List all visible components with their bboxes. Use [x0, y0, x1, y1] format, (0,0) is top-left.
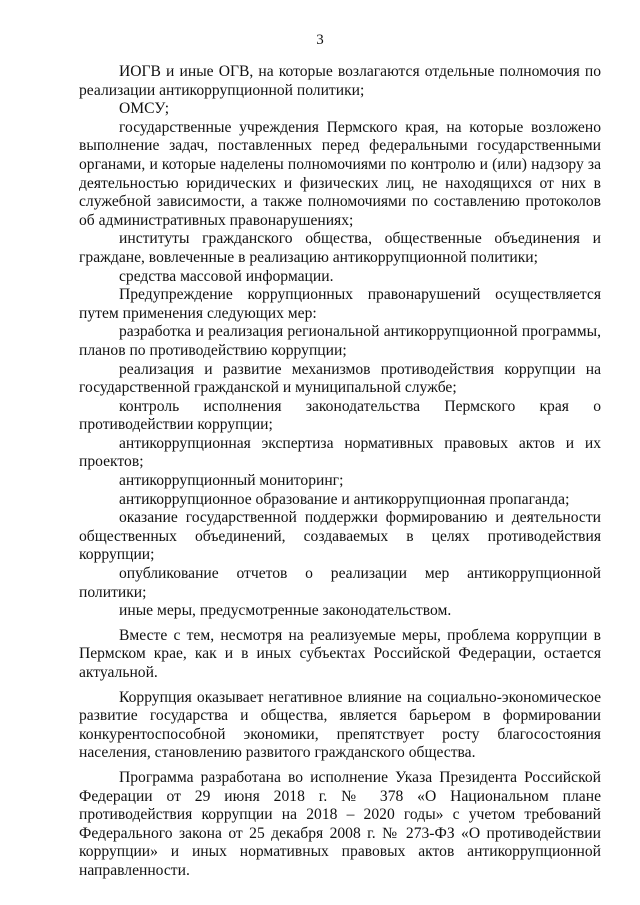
paragraph-measure-reports: опубликование отчетов о реализации мер антикоррупционной политики; — [79, 565, 601, 601]
paragraph-measure-control: контроль исполнения законодательства Пермского края о противодействии коррупции; — [79, 397, 601, 434]
paragraph-omsu: ОМСУ; — [119, 100, 170, 118]
paragraph-iogv: ИОГВ и иные ОГВ, на которые возлагаются отдельные полномочия по реализации антикоррупционной политики; — [79, 63, 601, 99]
paragraph-measure-monitoring: антикоррупционный мониторинг; — [119, 472, 344, 490]
paragraph-corruption-impact: Коррупция оказывает негативное влияние на социально-экономическое развитие государства и общества, является барьером в формировании конкурентоспособной экономики, препятствует росту благосостояния населения, становлению развитого гражданского общества. — [79, 688, 601, 762]
paragraph-problem-relevant: Вместе с тем, несмотря на реализуемые меры, проблема коррупции в Пермском крае, как и в иных субъектах Российской Федерации, остается актуальной. — [79, 626, 601, 681]
page-number: 3 — [316, 32, 324, 48]
paragraph-measure-support: оказание государственной поддержки формированию и деятельности общественных объединений, создаваемых в целях противодействия коррупции; — [79, 509, 601, 564]
paragraph-measure-other: иные меры, предусмотренные законодательством. — [119, 602, 452, 620]
paragraph-civil-society: институты гражданского общества, общественные объединения и граждане, вовлеченные в реализацию антикоррупционной политики; — [79, 230, 601, 266]
paragraph-program-basis: Программа разработана во исполнение Указа Президента Российской Федерации от 29 июня 2018 г. № 378 «О Национальном плане противодействия коррупции на 2018 – 2020 годы» с учетом требований Федерального закона от 25 декабря 2008 г. № 273-ФЗ «О противодействии коррупции» и иных нормативных правовых актов антикоррупционной направленности. — [79, 768, 601, 879]
paragraph-measure-education: антикоррупционное образование и антикоррупционная пропаганда; — [119, 490, 570, 508]
paragraph-mass-media: средства массовой информации. — [119, 267, 334, 285]
paragraph-measure-expertise: антикоррупционная экспертиза нормативных правовых актов и их проектов; — [79, 434, 601, 471]
body-text — [79, 63, 601, 881]
paragraph-measure-mechanisms: реализация и развитие механизмов противодействия коррупции на государственной гражданской и муниципальной службе; — [79, 360, 601, 397]
paragraph-measure-program: разработка и реализация региональной антикоррупционной программы, планов по противодействию коррупции; — [79, 323, 601, 359]
paragraph-state-institutions: государственные учреждения Пермского края, на которые возложено выполнение задач, поставленных перед федеральными государственными органами, и которые наделены полномочиями по контролю и (или) надзору за деятельностью юридических и физических лиц, не находящихся от них в служебной зависимости, а также полномочиями по составлению протоколов об административных правонарушениях; — [79, 118, 601, 229]
paragraph-prevention-intro: Предупреждение коррупционных правонарушений осуществляется путем применения следующих мер: — [79, 286, 601, 322]
